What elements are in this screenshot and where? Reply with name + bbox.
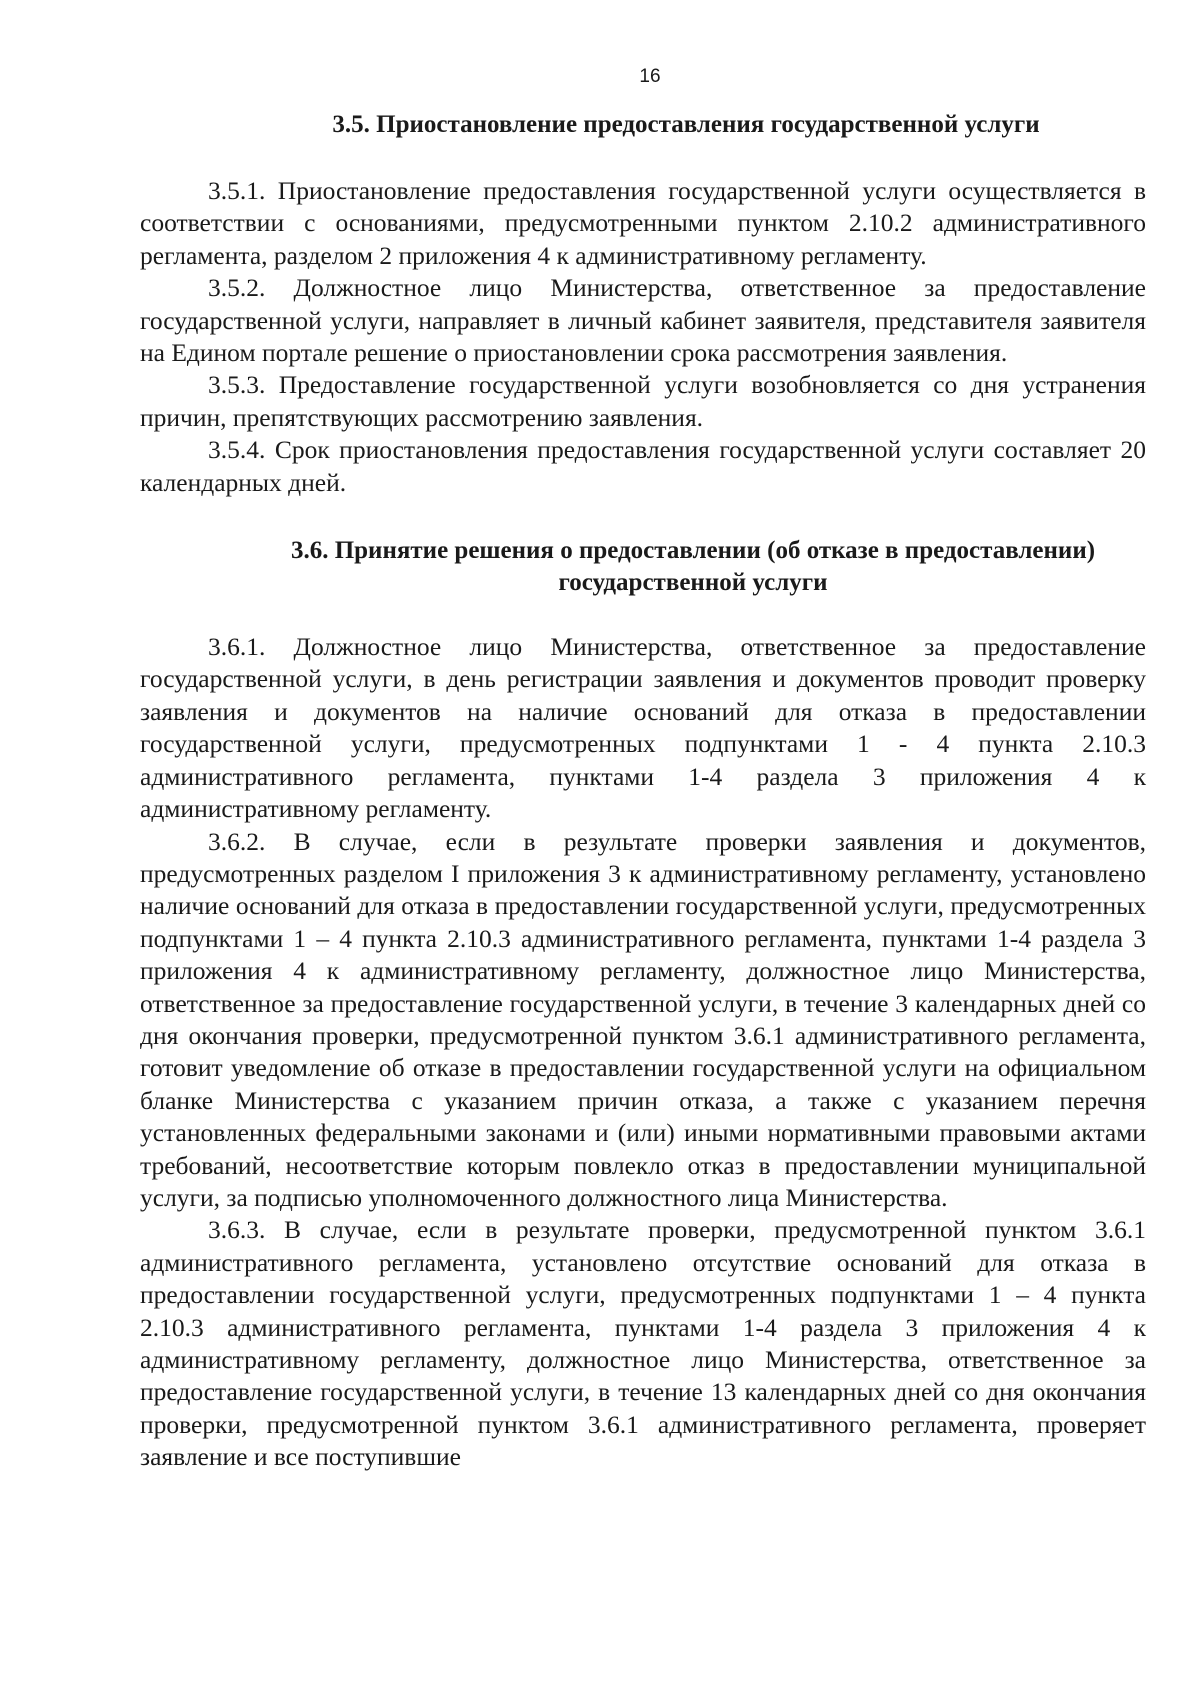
section-3-6-title-line2: государственной услуги <box>558 569 828 597</box>
section-3-5-title: 3.5. Приостановление предоставления государственной услуги <box>332 111 1040 138</box>
document-body <box>140 108 1146 1474</box>
paragraph-3-6-2: 3.6.2. В случае, если в результате проверки заявления и документов, предусмотренных разделом I приложения 3 к административному регламенту, установлено наличие оснований для отказа в предоставлении государственной услуги, предусмотренных подпунктами 1 – 4 пункта 2.10.3 административного регламента, пунктами 1-4 раздела 3 приложения 4 к административному регламенту, должностное лицо Министерства, ответственное за предоставление государственной услуги, в течение 3 календарных дней со дня окончания проверки, предусмотренной пунктом 3.6.1 административного регламента, готовит уведомление об отказе в предоставлении государственной услуги на официальном бланке Министерства с указанием причин отказа, а также с указанием перечня установленных федеральными законами и (или) иными нормативными правовыми актами требований, несоответствие которым повлекло отказ в предоставлении муниципальной услуги, за подписью уполномоченного должностного лица Министерства. <box>140 826 1146 1212</box>
section-3-6-title <box>140 535 1146 599</box>
paragraph-3-6-3: 3.6.3. В случае, если в результате проверки, предусмотренной пунктом 3.6.1 административного регламента, установлено отсутствие оснований для отказа в предоставлении государственной услуги, предусмотренных подпунктами 1 – 4 пункта 2.10.3 административного регламента, пунктами 1-4 раздела 3 приложения 4 к административному регламенту, должностное лицо Министерства, ответственное за предоставление государственной услуги, в течение 13 календарных дней со дня окончания проверки, предусмотренной пунктом 3.6.1 административного регламента, проверяет заявление и все поступившие <box>140 1215 1146 1472</box>
paragraph-3-5-1: 3.5.1. Приостановление предоставления государственной услуги осуществляется в соответствии с основаниями, предусмотренными пунктом 2.10.2 административного регламента, разделом 2 приложения 4 к административному регламенту. <box>140 176 1146 270</box>
paragraph-3-5-4: 3.5.4. Срок приостановления предоставления государственной услуги составляет 20 календарных дней. <box>140 435 1146 497</box>
paragraph-3-5-3: 3.5.3. Предоставление государственной услуги возобновляется со дня устранения причин, препятствующих рассмотрению заявления. <box>140 370 1146 432</box>
section-3-6-title-line1: 3.6. Принятие решения о предоставлении (об отказе в предоставлении) <box>290 537 1096 565</box>
paragraph-3-5-2: 3.5.2. Должностное лицо Министерства, ответственное за предоставление государственной услуги, направляет в личный кабинет заявителя, представителя заявителя на Едином портале решение о приостановлении срока рассмотрения заявления. <box>140 273 1146 368</box>
paragraph-3-6-1: 3.6.1. Должностное лицо Министерства, ответственное за предоставление государственной услуги, в день регистрации заявления и документов проводит проверку заявления и документов на наличие оснований для отказа в предоставлении государственной услуги, предусмотренных подпунктами 1 - 4 пункта 2.10.3 административного регламента, пунктами 1-4 раздела 3 приложения 4 к административному регламенту. <box>140 632 1146 824</box>
page-number: 16 <box>639 66 661 87</box>
